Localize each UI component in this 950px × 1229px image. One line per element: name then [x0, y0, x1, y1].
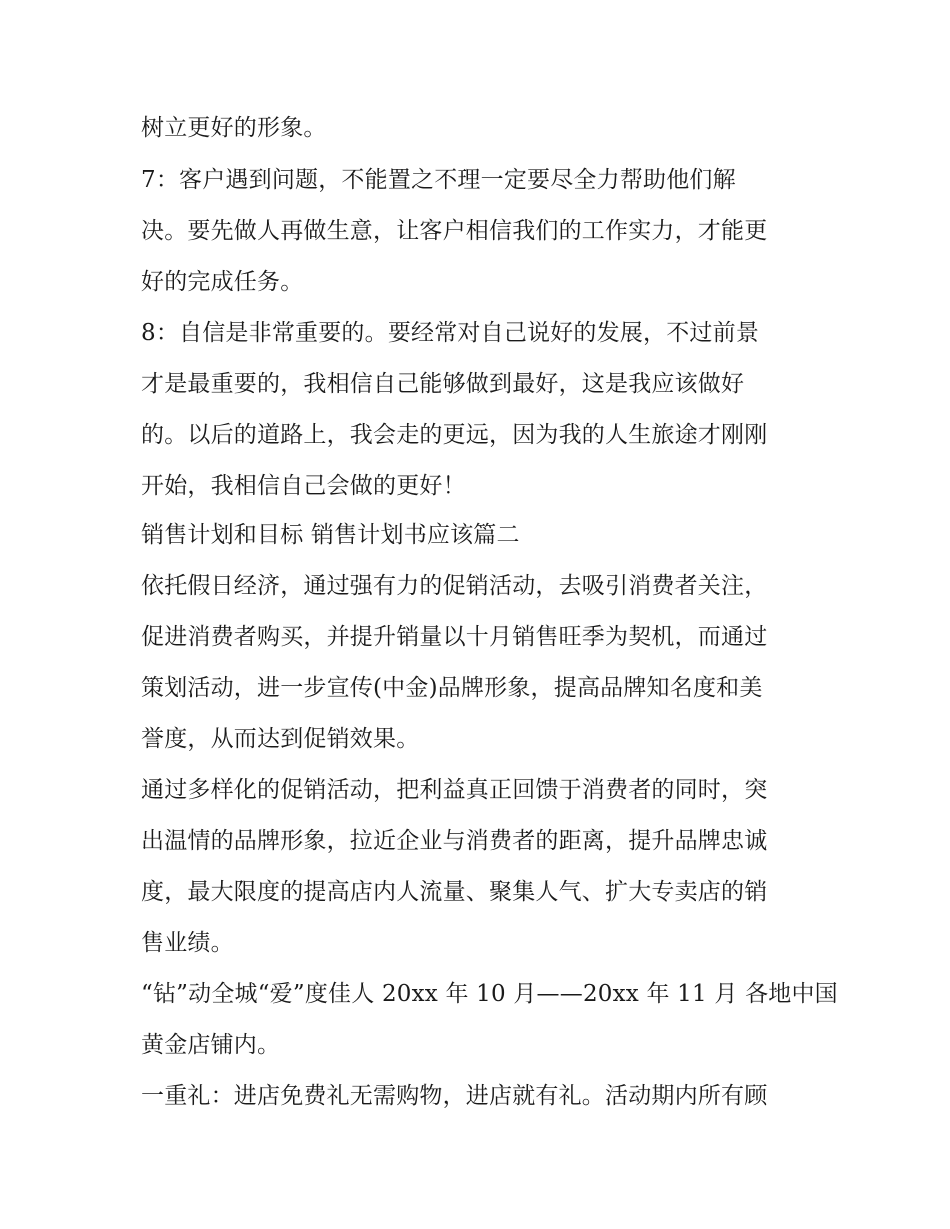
text-line: 促进消费者购买，并提升销量以十月销售旺季为契机，而通过 [141, 624, 768, 650]
text-line: 黄金店铺内。 [141, 1032, 281, 1058]
text-line: 好的完成任务。 [141, 269, 304, 295]
text-line: 7：客户遇到问题，不能置之不理一定要尽全力帮助他们解 [141, 167, 736, 193]
text-line: 誉度，从而达到促销效果。 [141, 726, 420, 752]
text-line: 树立更好的形象。 [141, 115, 327, 141]
text-line: 策划活动，进一步宣传(中金)品牌形象，提高品牌知名度和美 [141, 675, 763, 701]
text-line: 一重礼：进店免费礼无需购物，进店就有礼。活动期内所有顾 [141, 1083, 768, 1109]
text-line: 的。以后的道路上，我会走的更远，因为我的人生旅途才刚刚 [141, 422, 768, 448]
text-line: 度，最大限度的提高店内人流量、聚集人气、扩大专卖店的销 [141, 879, 768, 905]
text-line: 出温情的品牌形象，拉近企业与消费者的距离，提升品牌忠诚 [141, 828, 768, 854]
text-line: 才是最重要的，我相信自己能够做到最好，这是我应该做好 [141, 371, 745, 397]
section-heading: 销售计划和目标 销售计划书应该篇二 [141, 522, 520, 548]
text-line: 依托假日经济，通过强有力的促销活动，去吸引消费者关注， [141, 573, 768, 599]
text-line: 售业绩。 [141, 930, 234, 956]
text-line: “钻”动全城“爱”度佳人 20xx 年 10 月——20xx 年 11 月 各地中国 [141, 981, 838, 1007]
text-line: 通过多样化的促销活动，把利益真正回馈于消费者的同时，突 [141, 777, 768, 803]
text-line: 8：自信是非常重要的。要经常对自己说好的发展，不过前景 [141, 320, 760, 346]
text-line: 开始，我相信自己会做的更好！ [141, 473, 466, 499]
text-line: 决。要先做人再做生意，让客户相信我们的工作实力，才能更 [141, 218, 768, 244]
